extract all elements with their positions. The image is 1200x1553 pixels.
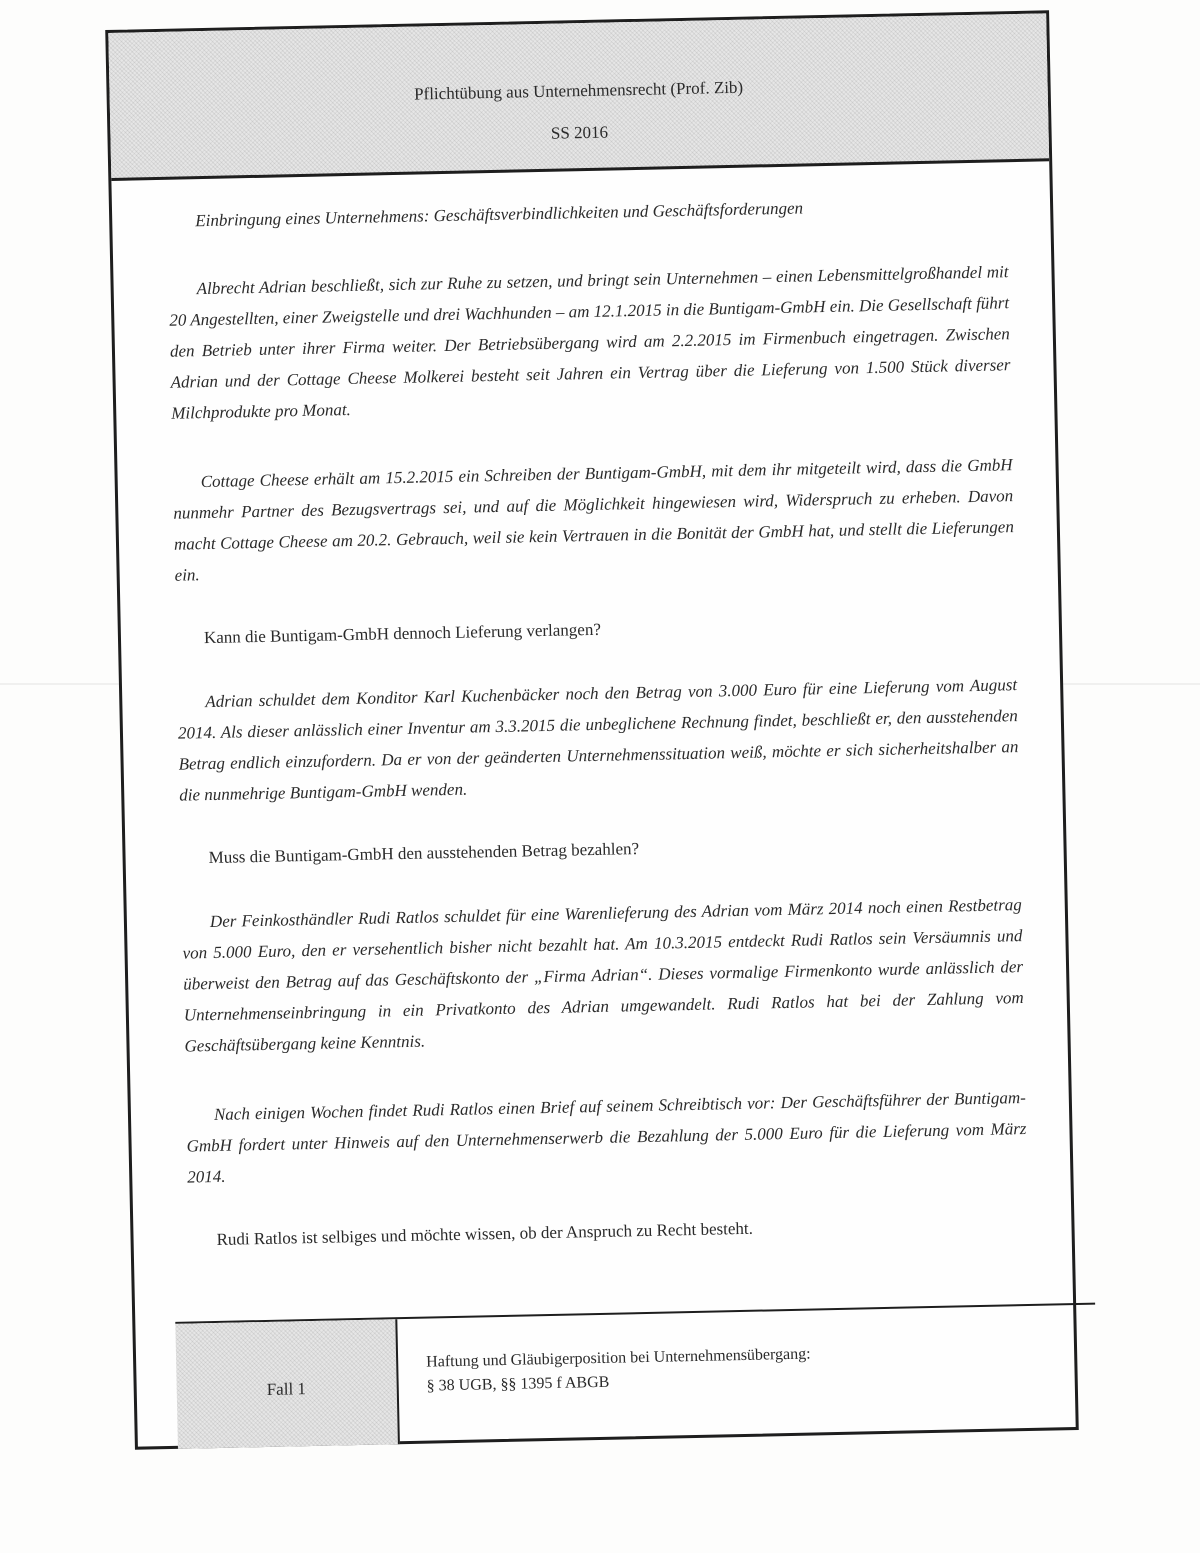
paragraph-ratlos-letter: Nach einigen Wochen findet Rudi Ratlos einen Brief auf seinem Schreibtisch vor: Der Geschäftsführer der Buntigam-GmbH fordert unter Hinweis auf den Unternehmenserwerb die Bezahlung der 5.000 Euro für die Lieferung vom März 2014. (186, 1087, 1027, 1187)
sheet-footer (175, 1303, 1097, 1449)
case-subject (426, 1343, 811, 1399)
question-1: Kann die Buntigam-GmbH dennoch Lieferung verlangen? (203, 619, 602, 648)
case-subject-line-1: Haftung und Gläubigerposition bei Unternehmensübergang: (426, 1345, 811, 1371)
case-topic: Einbringung eines Unternehmens: Geschäftsverbindlichkeiten und Geschäftsforderungen (195, 198, 804, 231)
question-3: Rudi Ratlos ist selbiges und möchte wissen, ob der Anspruch zu Recht besteht. (216, 1218, 754, 1249)
question-2: Muss die Buntigam-GmbH den ausstehenden Betrag bezahlen? (208, 839, 640, 868)
case-subject-line-2: § 38 UGB, §§ 1395 f ABGB (426, 1373, 610, 1395)
paragraph-cottage-cheese: Cottage Cheese erhält am 15.2.2015 ein Schreiben der Buntigam-GmbH, mit dem ihr mitgeteilt wird, dass die GmbH nunmehr Partner des Bezugsvertrags sei, und auf die Möglichkeit hingewiesen wird, Widerspruch zu erheben. Davon macht Cottage Cheese am 20.2. Gebrauch, weil sie kein Vertrauen in die Bonität der GmbH hat, und stellt die Lieferungen ein. (173, 455, 1015, 585)
paragraph-ratlos-payment: Der Feinkosthändler Rudi Ratlos schuldet für eine Warenlieferung des Adrian vom März 2014 noch einen Restbetrag von 5.000 Euro, den er versehentlich bisher nicht bezahlt hat. Am 10.3.2015 entdeckt Rudi Ratlos sein Versäumnis und überweist den Betrag auf das Geschäftskonto der „Firma Adrian“. Dieses vormalige Firmenkonto wurde anlässlich der Unternehmenseinbringung in ein Privatkonto des Adrian umgewandelt. Rudi Ratlos hat bei der Zahlung vom Geschäftsübergang keine Kenntnis. (182, 895, 1024, 1056)
case-label: Fall 1 (266, 1379, 307, 1399)
paragraph-kuchenbaecker: Adrian schuldet dem Konditor Karl Kuchenbäcker noch den Betrag von 3.000 Euro für eine Lieferung vom August 2014. Als dieser anlässlich einer Inventur am 3.3.2015 die unbeglichene Rechnung findet, beschließt er, den ausstehenden Betrag endlich einzufordern. Da er von der geänderten Unternehmenssituation weiß, möchte er sich sicherheitshalber an die nunmehrige Buntigam-GmbH wenden. (177, 675, 1019, 805)
exercise-sheet (105, 10, 1079, 1449)
paragraph-intro: Albrecht Adrian beschließt, sich zur Ruhe zu setzen, und bringt sein Unternehmen – einen Lebensmittelgroßhandel mit 20 Angestellten, einer Zweigstelle und drei Wachhunden – am 12.1.2015 in die Buntigam-GmbH ein. Die Gesellschaft führt den Betrieb unter ihrer Firma weiter. Der Betriebsübergang wird am 2.2.2015 im Firmenbuch eingetragen. Zwischen Adrian und der Cottage Cheese Molkerei besteht seit Jahren ein Vertrag über die Lieferung von 1.500 Stück diverser Milchprodukte pro Monat. (169, 262, 1011, 423)
semester-label: SS 2016 (550, 122, 609, 143)
case-text (167, 194, 1029, 1288)
case-number-box (175, 1319, 400, 1449)
course-title: Pflichtübung aus Unternehmensrecht (Prof. Zib) (413, 77, 744, 104)
sheet-header (108, 13, 1049, 181)
